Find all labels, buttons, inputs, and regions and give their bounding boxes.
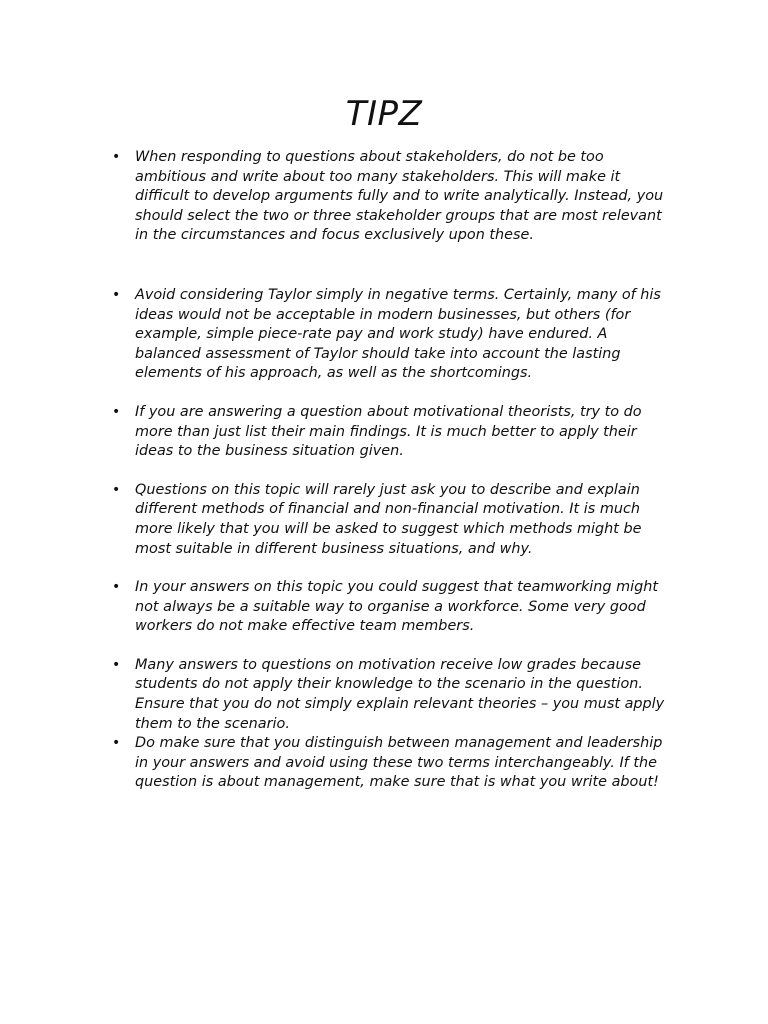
list-item [0, 656, 675, 734]
bullet-icon: • [112, 656, 121, 673]
tip-text: Do make sure that you distinguish between management and leadership in your answers and avoid using these two terms interchangeably. If the question is about management, make sure that is what you write about! [135, 735, 663, 791]
bullet-icon: • [112, 735, 121, 752]
bullet-icon: • [112, 579, 121, 596]
list-item [0, 734, 675, 793]
bullet-icon: • [112, 403, 121, 420]
list-item [0, 286, 675, 384]
list-item [0, 578, 675, 637]
list-item [0, 403, 675, 462]
tip-text: Questions on this topic will rarely just ask you to describe and explain different methods of financial and non-financial motivation. It is much more likely that you will be asked to suggest which methods might be most suitable in different business situations, and why. [135, 481, 642, 557]
tip-text: Avoid considering Taylor simply in negative terms. Certainly, many of his ideas would not be acceptable in modern businesses, but others (for example, simple piece-rate pay and work study) have endured. A balanced assessment of Taylor should take into account the lasting elements of his approach, as well as the shortcomings. [135, 286, 661, 382]
bullet-icon: • [112, 286, 121, 303]
bullet-icon: • [112, 149, 121, 165]
tip-text: Many answers to questions on motivation receive low grades because students do not apply their knowledge to the scenario in the question. Ensure that you do not simply explain relevant theories – you must apply them to the scenario. [135, 656, 665, 732]
bullet-icon: • [112, 481, 121, 498]
page-title: TIPZ [345, 94, 423, 134]
tip-text: If you are answering a question about motivational theorists, try to do more than just list their main findings. It is much better to apply their ideas to the business situation given. [135, 403, 642, 460]
list-item [0, 148, 675, 246]
tips-list [0, 148, 768, 793]
tip-text: In your answers on this topic you could suggest that teamworking might not always be a suitable way to organise a workforce. Some very good workers do not make effective team members. [135, 579, 659, 635]
tip-text: When responding to questions about stakeholders, do not be too ambitious and write about too many stakeholders. This will make it difficult to develop arguments fully and to write analytically. Instead, you should select the two or three stakeholder groups that are most relevant in the circumstances and focus exclusively upon these. [135, 149, 664, 244]
list-item [0, 481, 675, 559]
